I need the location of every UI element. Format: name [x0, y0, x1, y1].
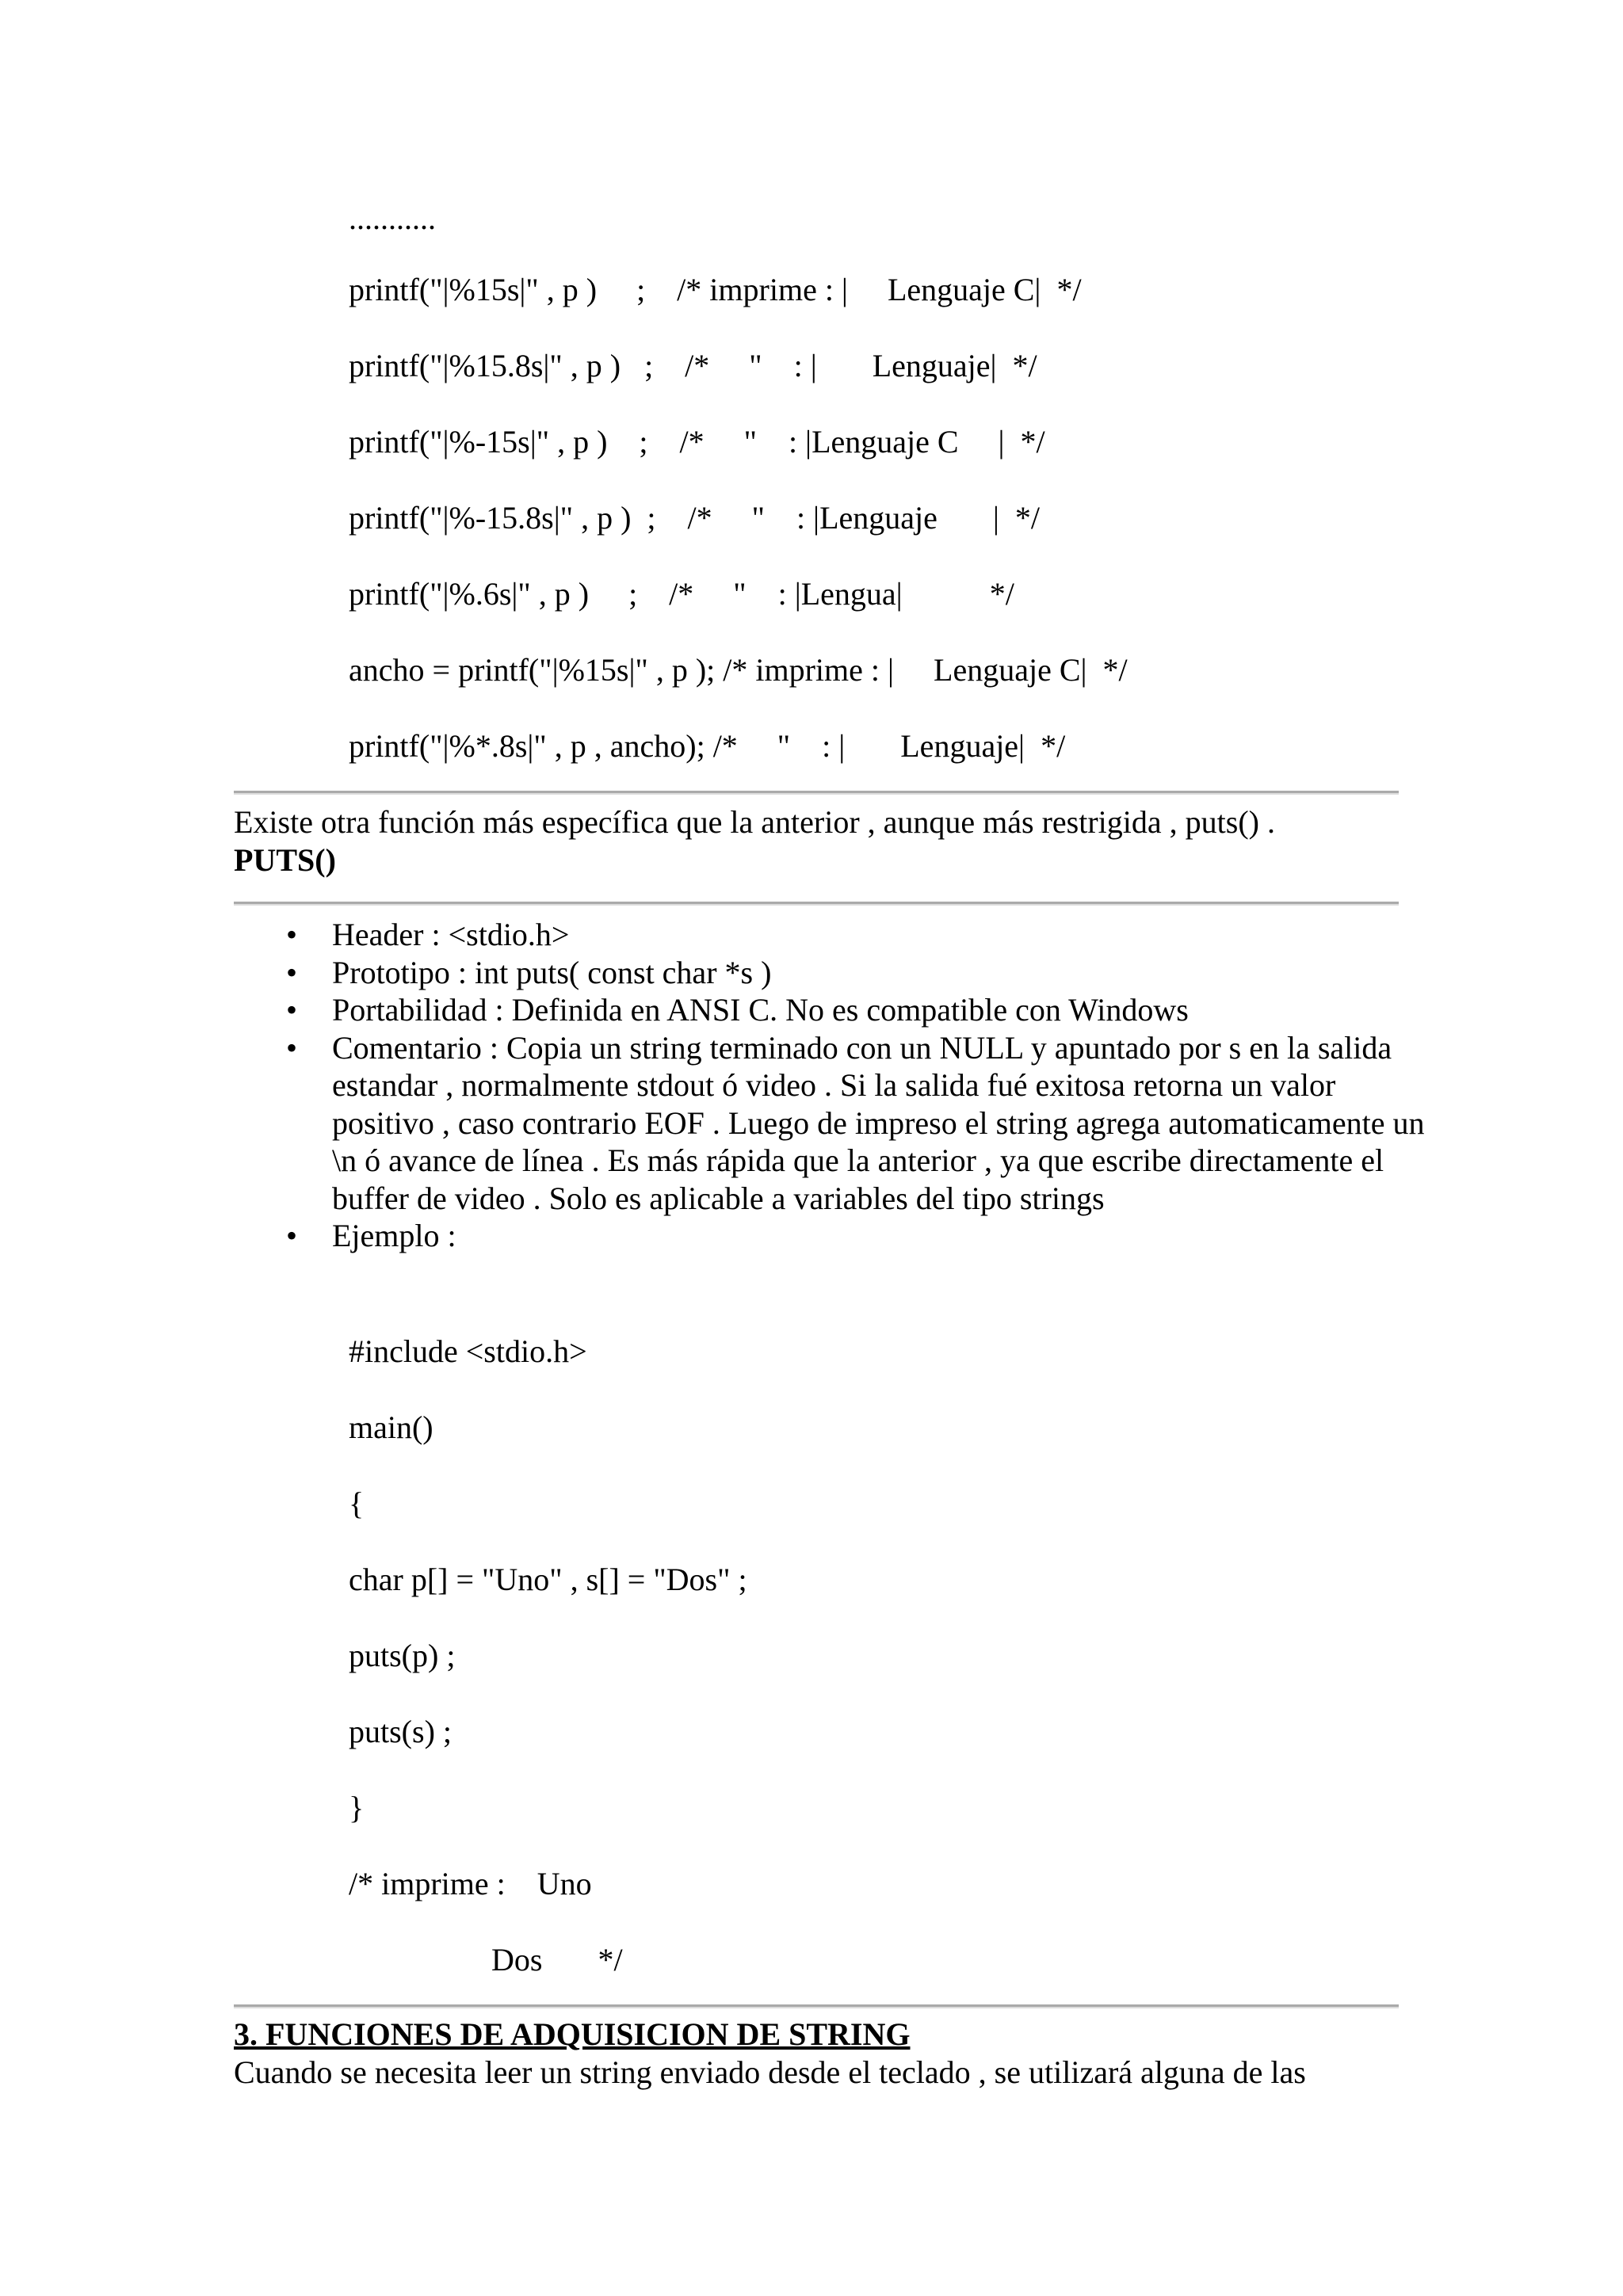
list-item-text: Header : <stdio.h> — [332, 917, 570, 952]
bullet-icon: • — [286, 1218, 298, 1253]
code-line-comment-dos: Dos */ — [349, 1942, 623, 1978]
code-line-printf-minus-15-8s: printf("|%-15.8s|" , p ) ; /* " : |Lenguaje | */ — [349, 500, 1040, 536]
code-line-printf-15s: printf("|%15s|" , p ) ; /* imprime : | Lenguaje C| */ — [349, 272, 1082, 307]
list-item-header — [234, 916, 1430, 954]
code-line-ellipsis: ........... — [349, 200, 436, 236]
list-item-text: Prototipo : int puts( const char *s ) — [332, 954, 772, 990]
code-line-main: main() — [349, 1409, 433, 1445]
code-line-printf-star-8s: printf("|%*.8s|" , p , ancho); /* " : | Lenguaje| */ — [349, 728, 1066, 764]
list-item-text: Comentario : Copia un string terminado con un NULL y apuntado por s en la salida estandar , normalmente stdout ó video . Si la salida fué exitosa retorna un valor positivo , caso contrario EOF . Luego de impreso el string agrega automaticamente un \n ó avance de línea . Es más rápida que la anterior , ya que escribe directamente el buffer de video . Solo es aplicable a variables del tipo strings — [332, 1029, 1425, 1216]
code-line-printf-minus-15s: printf("|%-15s|" , p ) ; /* " : |Lenguaje C | */ — [349, 424, 1045, 460]
section-paragraph: Cuando se necesita leer un string enviado desde el teclado , se utilizará alguna de las — [234, 2054, 1306, 2090]
bullet-icon: • — [286, 992, 298, 1028]
puts-heading: PUTS() — [234, 842, 336, 878]
puts-details-list — [234, 916, 1425, 1255]
horizontal-rule-3 — [234, 2004, 1399, 2008]
code-line-char-decl: char p[] = "Uno" , s[] = "Dos" ; — [349, 1562, 747, 1597]
code-line-open-brace: { — [349, 1486, 365, 1521]
list-item-portabilidad — [234, 991, 1430, 1029]
code-line-close-brace: } — [349, 1790, 365, 1825]
code-line-include: #include <stdio.h> — [349, 1333, 587, 1369]
horizontal-rule-2 — [234, 902, 1399, 906]
list-item-text: Portabilidad : Definida en ANSI C. No es compatible con Windows — [332, 992, 1189, 1028]
code-line-puts-p: puts(p) ; — [349, 1638, 456, 1673]
horizontal-rule-1 — [234, 791, 1399, 795]
list-item-text: Ejemplo : — [332, 1218, 456, 1253]
bullet-icon: • — [286, 954, 298, 990]
bullet-icon: • — [286, 917, 298, 952]
list-item-comentario — [234, 1029, 1430, 1218]
code-line-printf-6s: printf("|%.6s|" , p ) ; /* " : |Lengua| */ — [349, 576, 1014, 612]
code-line-ancho-printf: ancho = printf("|%15s|" , p ); /* imprime : | Lenguaje C| */ — [349, 652, 1128, 688]
code-line-puts-s: puts(s) ; — [349, 1714, 452, 1749]
intro-paragraph: Existe otra función más específica que la anterior , aunque más restrigida , puts() . — [234, 804, 1275, 840]
list-item-ejemplo — [234, 1217, 1430, 1255]
code-line-printf-15-8s: printf("|%15.8s|" , p ) ; /* " : | Lenguaje| */ — [349, 348, 1037, 383]
section-heading: 3. FUNCIONES DE ADQUISICION DE STRING — [234, 2016, 911, 2052]
list-item-prototipo — [234, 954, 1430, 992]
bullet-icon: • — [286, 1029, 298, 1066]
code-line-comment-uno: /* imprime : Uno — [349, 1866, 592, 1901]
